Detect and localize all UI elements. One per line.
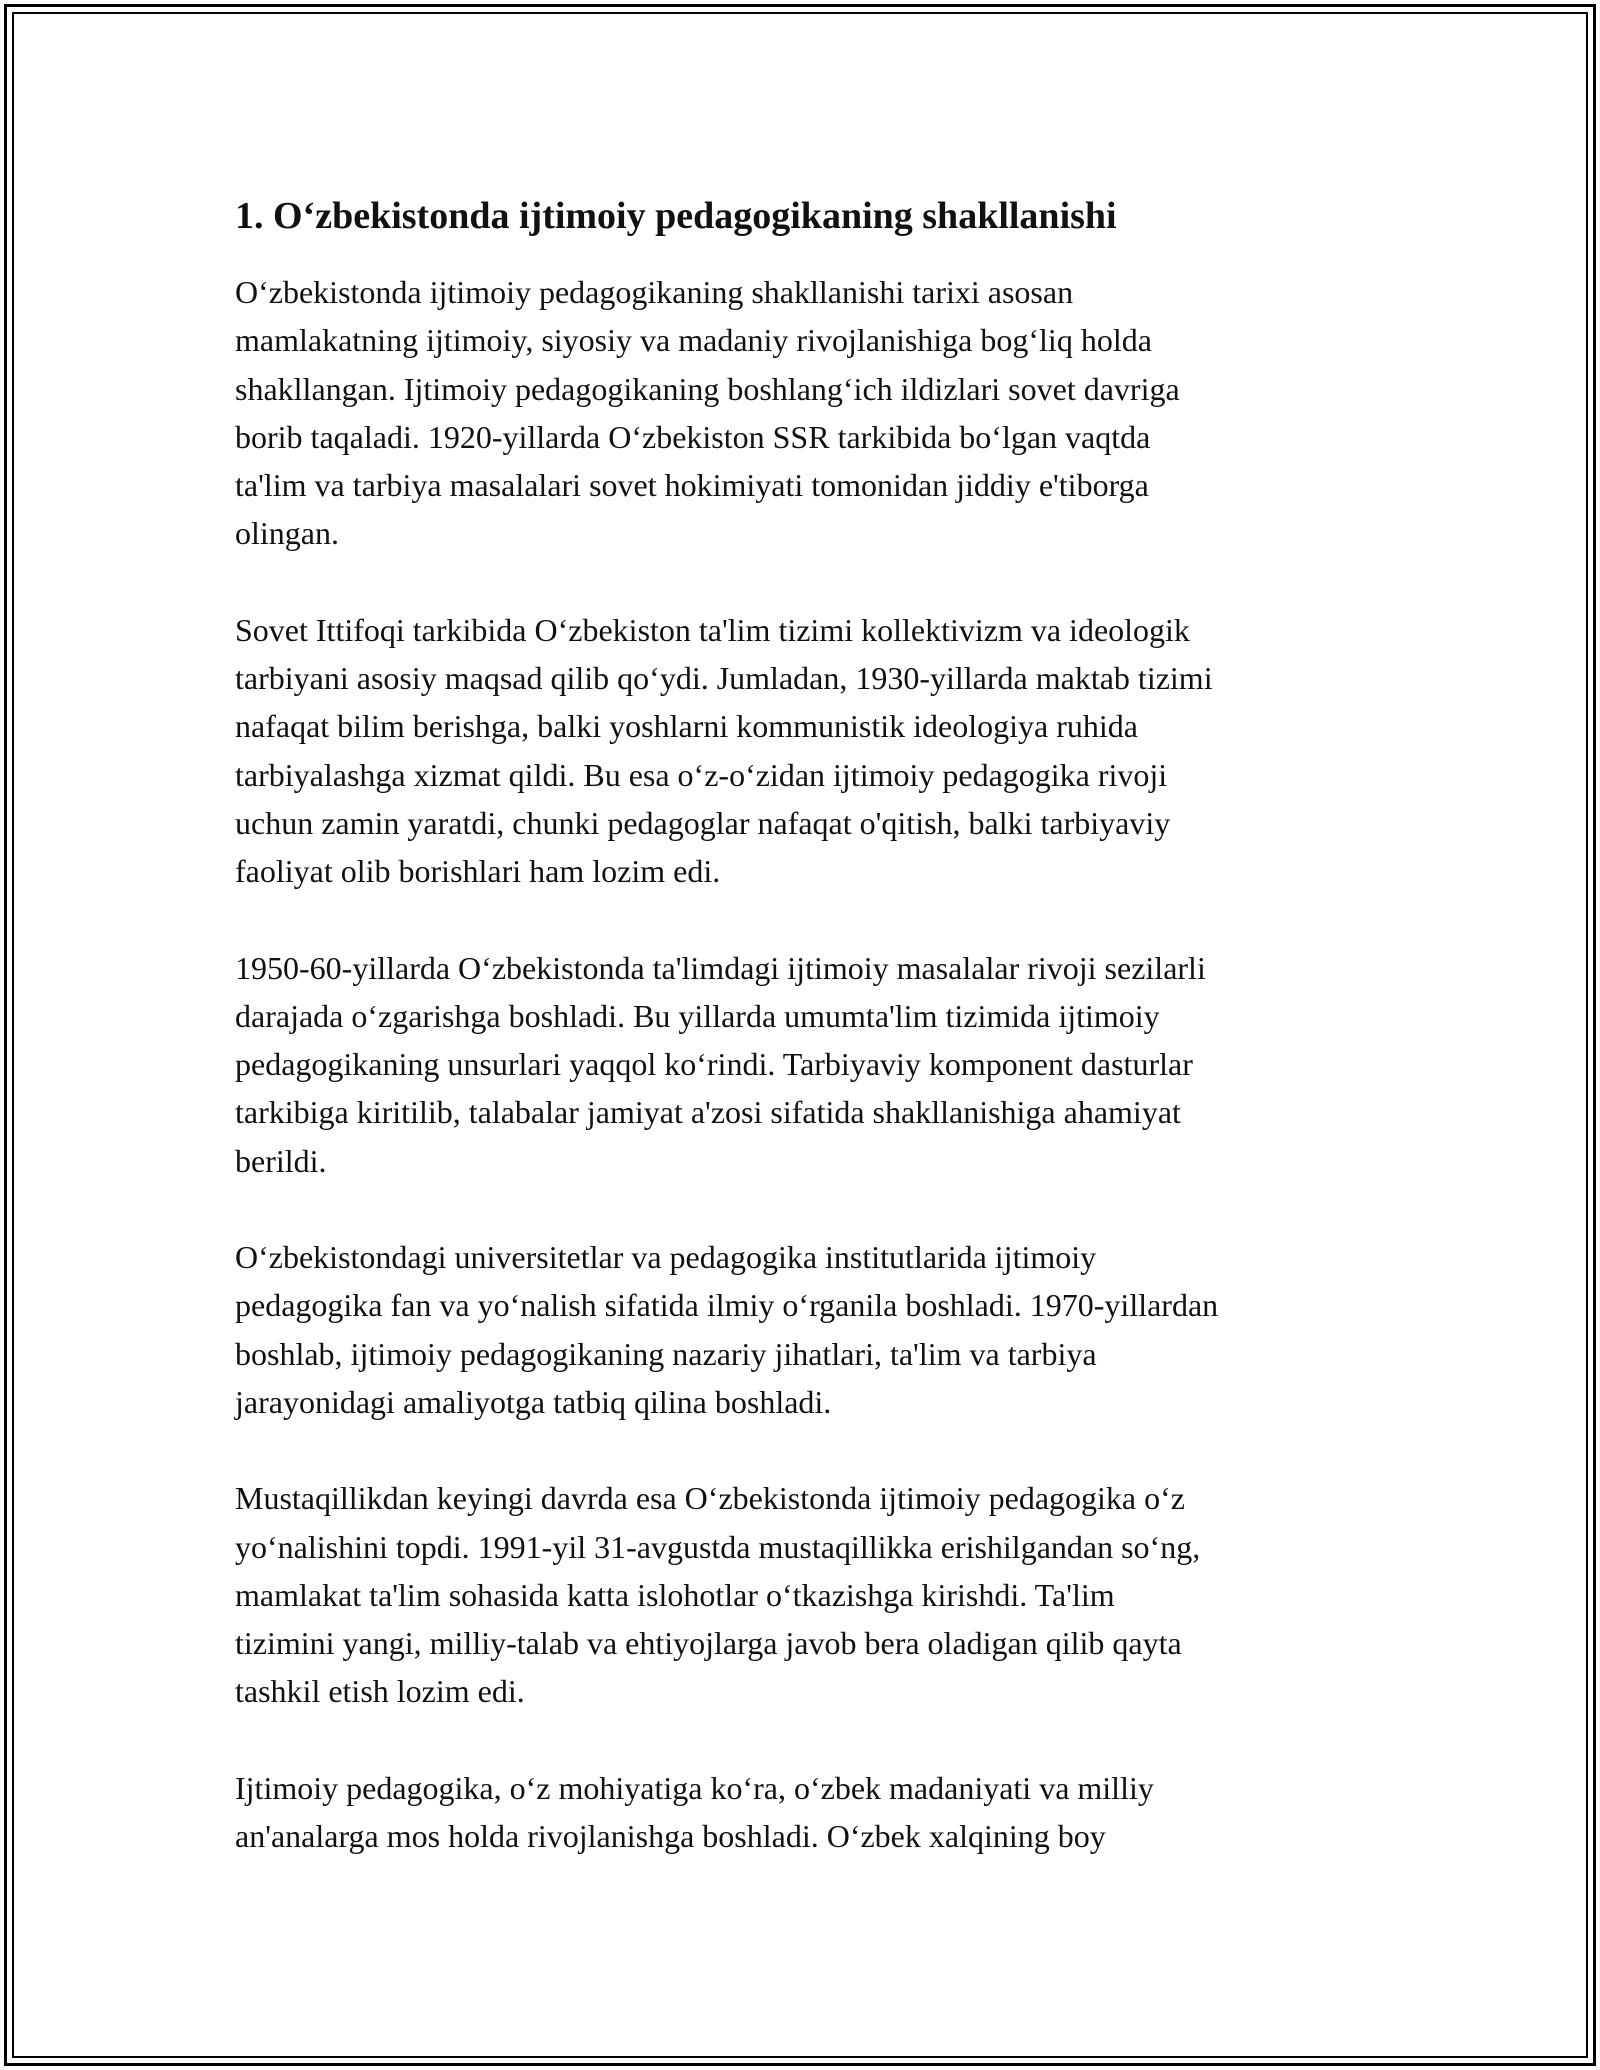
paragraph-4 (235, 1233, 1375, 1426)
text-line: uchun zamin yaratdi, chunki pedagoglar nafaqat o'qitish, balki tarbiyaviy (235, 804, 1171, 841)
text-line: tizimini yangi, milliy-talab va ehtiyojlarga javob bera oladigan qilib qayta (235, 1625, 1182, 1662)
text-line: mamlakat ta'lim sohasida katta islohotlar o‘tkazishga kirishdi. Ta'lim (235, 1576, 1115, 1613)
text-line: jarayonidagi amaliyotga tatbiq qilina boshladi. (235, 1383, 832, 1420)
paragraph-2 (235, 606, 1375, 896)
text-line: borib taqaladi. 1920-yillarda O‘zbekiston SSR tarkibida bo‘lgan vaqtda (235, 418, 1151, 455)
text-line: pedagogika fan va yo‘nalish sifatida ilmiy o‘rganila boshladi. 1970-yillardan (235, 1287, 1219, 1324)
text-line: Mustaqillikdan keyingi davrda esa O‘zbekistonda ijtimoiy pedagogika o‘z (235, 1480, 1185, 1517)
paragraph-6 (235, 1764, 1375, 1861)
paragraph-5 (235, 1474, 1375, 1715)
text-line: Ijtimoiy pedagogika, o‘z mohiyatiga ko‘ra, o‘zbek madaniyati va milliy (235, 1769, 1154, 1806)
text-line: O‘zbekistondagi universitetlar va pedagogika institutlarida ijtimoiy (235, 1239, 1097, 1276)
text-line: olingan. (235, 515, 339, 552)
text-line: berildi. (235, 1142, 327, 1179)
section-heading: 1. O‘zbekistonda ijtimoiy pedagogikaning shakllanishi (235, 195, 1117, 237)
text-line: tarbiyalashga xizmat qildi. Bu esa o‘z-o‘zidan ijtimoiy pedagogika rivoji (235, 756, 1168, 793)
text-line: tarbiyani asosiy maqsad qilib qo‘ydi. Jumladan, 1930-yillarda maktab tizimi (235, 660, 1213, 697)
document-body (235, 188, 1375, 1908)
text-line: mamlakatning ijtimoiy, siyosiy va madaniy rivojlanishiga bog‘liq holda (235, 322, 1152, 359)
text-line: ta'lim va tarbiya masalalari sovet hokimiyati tomonidan jiddiy e'tiborga (235, 467, 1149, 504)
text-line: faoliyat olib borishlari ham lozim edi. (235, 853, 721, 890)
text-line: boshlab, ijtimoiy pedagogikaning nazariy jihatlari, ta'lim va tarbiya (235, 1335, 1097, 1372)
paragraph-1 (235, 268, 1375, 558)
text-line: shakllangan. Ijtimoiy pedagogikaning boshlang‘ich ildizlari sovet davriga (235, 370, 1180, 407)
text-line: 1950-60-yillarda O‘zbekistonda ta'limdagi ijtimoiy masalalar rivoji sezilarli (235, 949, 1206, 986)
text-line: yo‘nalishini topdi. 1991-yil 31-avgustda mustaqillikka erishilgandan so‘ng, (235, 1528, 1201, 1565)
text-line: an'analarga mos holda rivojlanishga boshladi. O‘zbek xalqining boy (235, 1818, 1106, 1855)
text-line: pedagogikaning unsurlari yaqqol ko‘rindi. Tarbiyaviy komponent dasturlar (235, 1046, 1193, 1083)
text-line: Sovet Ittifoqi tarkibida O‘zbekiston ta'lim tizimi kollektivizm va ideologik (235, 611, 1190, 648)
text-line: O‘zbekistonda ijtimoiy pedagogikaning shakllanishi tarixi asosan (235, 274, 1074, 310)
paragraph-3 (235, 944, 1375, 1185)
text-line: tarkibiga kiritilib, talabalar jamiyat a'zosi sifatida shakllanishiga ahamiyat (235, 1094, 1181, 1131)
text-line: tashkil etish lozim edi. (235, 1673, 525, 1710)
text-line: nafaqat bilim berishga, balki yoshlarni kommunistik ideologiya ruhida (235, 708, 1138, 745)
text-line: darajada o‘zgarishga boshladi. Bu yillarda umumta'lim tizimida ijtimoiy (235, 997, 1160, 1034)
